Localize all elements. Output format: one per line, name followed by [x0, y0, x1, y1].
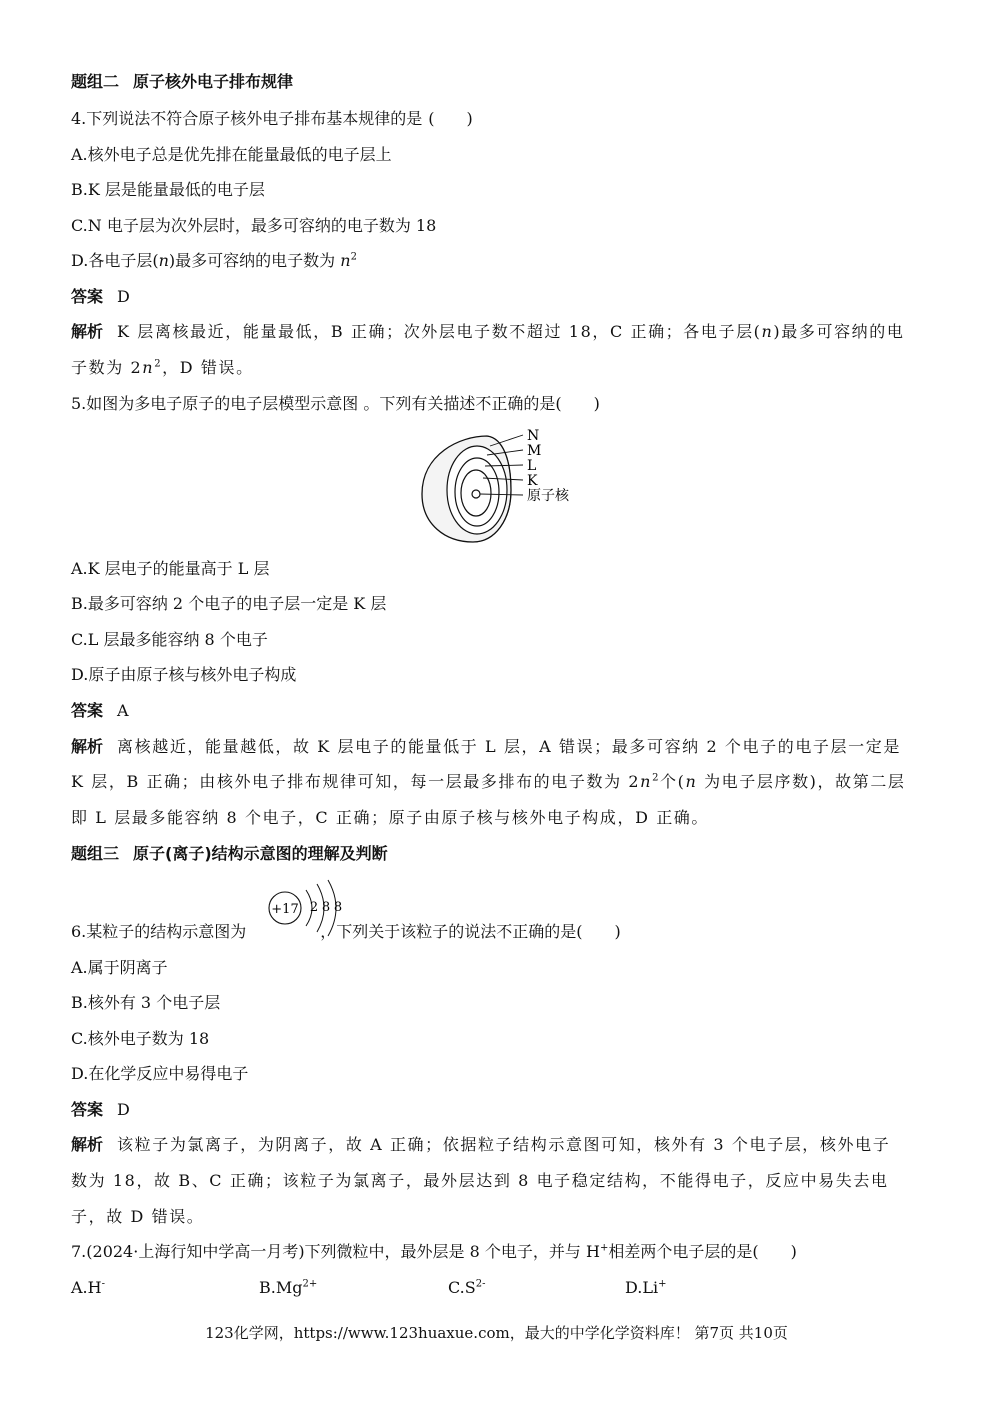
q4-option-d-sup: 2: [350, 251, 357, 263]
q5-answer: [71, 701, 129, 721]
q4-stem-text: 4.下列说法不符合原子核外电子排布基本规律的是: [71, 109, 423, 128]
nucleus-charge: +17: [271, 902, 299, 917]
q6-analysis-text: 该粒子为氯离子，为阴离子，故 A 正确；依据粒子结构示意图可知，核外有 3 个电子层，核外电子: [117, 1135, 891, 1154]
q6-analysis-label: 解析: [71, 1135, 104, 1154]
q4-analysis-line1: [71, 322, 904, 342]
group2-heading: [71, 72, 293, 92]
label-n: N: [527, 428, 540, 444]
q5-option-a: A.K 层电子的能量高于 L 层: [71, 559, 270, 578]
q7-option-b-sup: 2+: [302, 1278, 318, 1290]
q4-option-d-part: D.各电子层(: [71, 251, 159, 270]
q5-stem: [71, 394, 600, 414]
q6-option-c: C.核外电子数为 18: [71, 1029, 210, 1048]
shell-electrons-3: 8: [333, 900, 343, 915]
q7-option-c: [448, 1278, 485, 1298]
page-footer: 123化学网，https://www.123huaxue.com，最大的中学化学资料库！ 第7页 共10页: [205, 1324, 788, 1342]
q5-analysis-var: n: [640, 772, 653, 791]
q4-analysis-label: 解析: [71, 322, 104, 341]
q4-bracket: ( ): [428, 109, 473, 128]
q7-stem-sup: +: [599, 1242, 609, 1254]
q4-analysis-var: n: [142, 358, 155, 377]
q6-answer: [71, 1100, 130, 1120]
nucleus-dot: [472, 490, 480, 498]
q5-analysis-var: n: [685, 772, 698, 791]
q7-option-b-text: B.Mg: [259, 1278, 303, 1297]
q7-bracket: ( ): [752, 1242, 797, 1261]
label-m: M: [527, 443, 542, 459]
q6-stem-text: 6.某粒子的结构示意图为: [71, 922, 247, 941]
q6-analysis-line2: 数为 18，故 B、C 正确；该粒子为氯离子，最外层达到 8 电子稳定结构，不能得电子，反应中易失去电: [71, 1171, 889, 1190]
shell-electrons-1: 2: [309, 900, 319, 915]
label-k: K: [527, 473, 538, 489]
q4-option-d-var: n: [158, 251, 169, 270]
chloride-ion-structure-diagram: [268, 878, 348, 940]
q6-option-b: B.核外有 3 个电子层: [71, 993, 221, 1012]
label-l: L: [527, 458, 537, 474]
q7-stem-text: 相差两个电子层的是: [608, 1242, 753, 1261]
q6-bracket: ( ): [576, 922, 621, 941]
q5-analysis-text: 离核越近，能量越低，故 K 层电子的能量低于 L 层，A 错误；最多可容纳 2 个电子的电子层一定是: [117, 737, 901, 756]
q7-option-b: [259, 1278, 317, 1298]
q7-stem: [71, 1242, 797, 1262]
q7-option-a: [71, 1278, 105, 1298]
q7-option-a-sup: -: [101, 1278, 105, 1290]
q5-option-b: B.最多可容纳 2 个电子的电子层一定是 K 层: [71, 594, 387, 613]
q5-analysis-text: 为电子层序数)，故第二层: [697, 772, 906, 791]
q4-option-d-part: )最多可容纳的电子数为: [168, 251, 341, 270]
q7-option-c-sup: 2-: [475, 1278, 486, 1290]
group3-label: 题组三: [71, 844, 120, 863]
q4-option-d: [71, 251, 357, 271]
q6-answer-label: 答案: [71, 1100, 104, 1119]
q5-option-d: D.原子由原子核与核外电子构成: [71, 665, 297, 684]
q5-analysis-line1: [71, 737, 901, 757]
group2-title: 原子核外电子排布规律: [133, 72, 294, 91]
q6-stem-text: ，下列关于该粒子的说法不正确的是: [320, 922, 577, 941]
q4-option-c: C.N 电子层为次外层时，最多可容纳的电子数为 18: [71, 216, 437, 235]
group3-title: 原子(离子)结构示意图的理解及判断: [133, 844, 388, 863]
q7-option-d: [625, 1278, 666, 1298]
q4-answer-label: 答案: [71, 287, 104, 306]
q4-analysis-text: K 层离核最近，能量最低，B 正确；次外层电子数不超过 18，C 正确；各电子层(: [117, 322, 762, 341]
electron-shell-figure: [415, 424, 585, 548]
q7-stem-text: 7.(2024·上海行知中学高一月考)下列微粒中，最外层是 8 个电子，并与 H: [71, 1242, 600, 1261]
q5-option-c: C.L 层最多能容纳 8 个电子: [71, 630, 268, 649]
q5-analysis-line3: 即 L 层最多能容纳 8 个电子，C 正确；原子由原子核与核外电子构成，D 正确。: [71, 808, 709, 827]
q4-analysis-sup: 2: [154, 358, 163, 370]
q7-option-d-text: D.Li: [625, 1278, 659, 1297]
q4-option-d-var: n: [340, 251, 351, 270]
q6-analysis-line3: 子，故 D 错误。: [71, 1207, 205, 1226]
q4-option-b: B.K 层是能量最低的电子层: [71, 180, 265, 199]
q4-analysis-text: )最多可容纳的电: [773, 322, 905, 341]
q4-answer: [71, 287, 130, 307]
q7-option-c-text: C.S: [448, 1278, 476, 1297]
q5-analysis-text: 个(: [660, 772, 686, 791]
q4-option-a: A.核外电子总是优先排在能量最低的电子层上: [71, 145, 392, 164]
q4-analysis-text: ，D 错误。: [162, 358, 254, 377]
q7-option-a-text: A.H: [71, 1278, 102, 1297]
q6-option-a: A.属于阴离子: [71, 958, 168, 977]
q5-bracket: ( ): [555, 394, 600, 413]
q4-analysis-var: n: [761, 322, 774, 341]
q5-stem-text: 5.如图为多电子原子的电子层模型示意图 。下列有关描述不正确的是: [71, 394, 556, 413]
q5-answer-label: 答案: [71, 701, 104, 720]
q5-analysis-line2: [71, 772, 906, 792]
q4-analysis-text: 子数为 2: [71, 358, 143, 377]
group3-heading: [71, 844, 388, 864]
q5-analysis-text: K 层，B 正确；由核外电子排布规律可知，每一层最多排布的电子数为 2: [71, 772, 641, 791]
q7-option-d-sup: +: [658, 1278, 667, 1290]
q5-analysis-label: 解析: [71, 737, 104, 756]
q5-answer-value: A: [117, 701, 129, 720]
shell-electrons-2: 8: [321, 900, 331, 915]
q4-stem: [71, 109, 473, 129]
label-nucleus: 原子核: [527, 488, 569, 504]
q6-option-d: D.在化学反应中易得电子: [71, 1064, 249, 1083]
q4-answer-value: D: [117, 287, 130, 306]
group2-label: 题组二: [71, 72, 120, 91]
q6-answer-value: D: [117, 1100, 130, 1119]
q4-analysis-line2: [71, 358, 254, 378]
q5-analysis-sup: 2: [652, 772, 661, 784]
q6-analysis-line1: [71, 1135, 890, 1155]
